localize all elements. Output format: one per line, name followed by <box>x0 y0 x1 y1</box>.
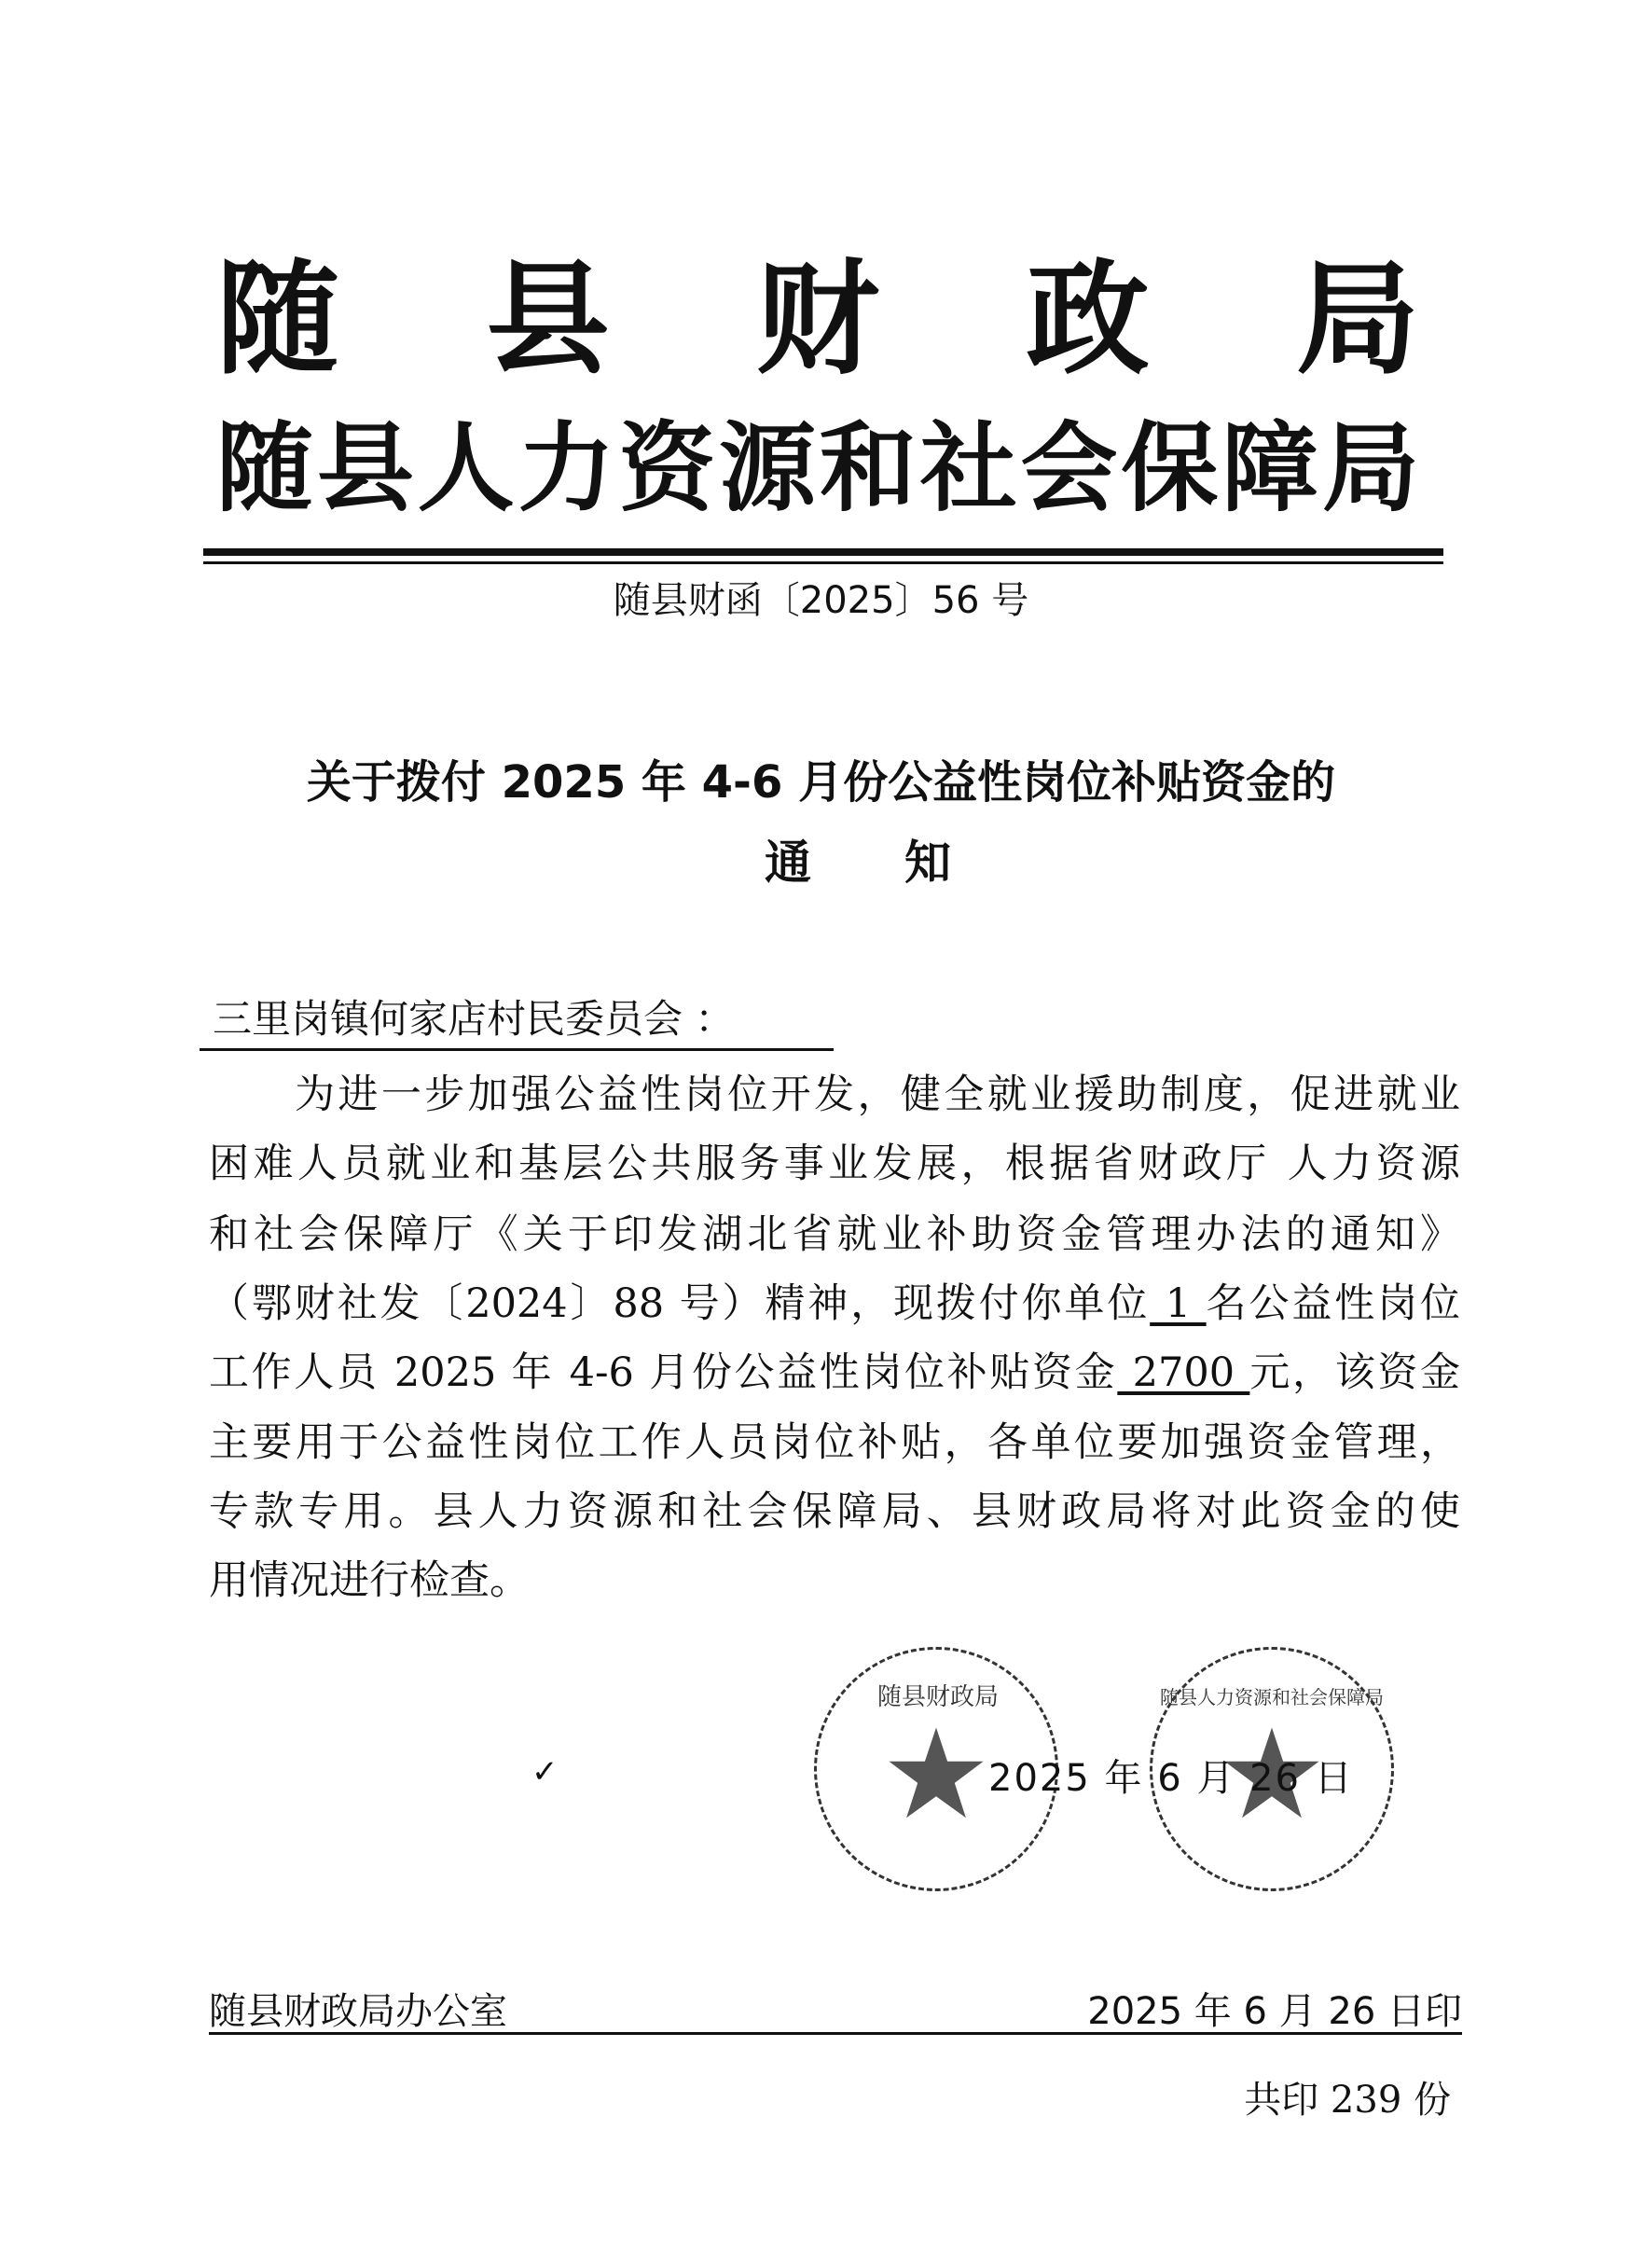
document-title-notice: 通 知 <box>765 836 951 890</box>
seal-date: 2025 年 6 月 26 日 <box>988 1757 1354 1800</box>
body-text: 名公益性岗位 <box>1206 1280 1460 1327</box>
document-number: 随县财函〔2025〕56 号 <box>613 579 1029 622</box>
body-text: 工作人员 2025 年 4-6 月份公益性岗位补贴资金 <box>209 1349 1118 1396</box>
subsidy-amount: 2700 <box>1117 1349 1250 1396</box>
body-line: 困难人员就业和基层公共服务事业发展，根据省财政厅 人力资源 <box>209 1141 1460 1187</box>
star-icon <box>885 1722 987 1825</box>
body-line: 专款专用。县人力资源和社会保障局、县财政局将对此资金的使 <box>209 1488 1460 1535</box>
body-text: （鄂财社发〔2024〕88 号）精神，现拨付你单位 <box>209 1280 1151 1327</box>
body-line: 主要用于公益性岗位工作人员岗位补贴，各单位要加强资金管理， <box>209 1419 1460 1466</box>
addressee: 三里岗镇何家店村民委员会 ： <box>200 989 834 1051</box>
print-footer <box>209 1982 1462 2035</box>
body-line: 和社会保障厅《关于印发湖北省就业补助资金管理办法的通知》 <box>209 1211 1460 1258</box>
issuer-hrss-bureau: 随县人力资源和社会保障局 <box>216 410 1419 525</box>
header-rule-thick <box>203 548 1443 556</box>
seal-text: 随县人力资源和社会保障局 <box>1160 1686 1384 1708</box>
body-text: 元，该资金 <box>1249 1349 1460 1396</box>
body-line <box>209 1276 1460 1332</box>
body-line: 用情况进行检查。 <box>209 1557 530 1604</box>
copies-printed: 共印 239 份 <box>1244 2079 1451 2122</box>
seal-text: 随县财政局 <box>876 1683 999 1711</box>
body-line <box>209 1345 1460 1401</box>
staff-count: 1 <box>1150 1280 1207 1327</box>
print-date: 2025 年 6 月 26 日印 <box>1087 1990 1462 2033</box>
issuing-office: 随县财政局办公室 <box>209 1990 507 2033</box>
issuer-finance-bureau: 随县财政局 <box>216 247 1419 392</box>
check-mark: ✓ <box>531 1753 559 1791</box>
header-rule-thin <box>203 561 1443 564</box>
body-line: 为进一步加强公益性岗位开发，健全就业援助制度，促进就业 <box>295 1072 1460 1118</box>
document-title: 关于拨付 2025 年 4-6 月份公益性岗位补贴资金的 <box>306 756 1336 809</box>
